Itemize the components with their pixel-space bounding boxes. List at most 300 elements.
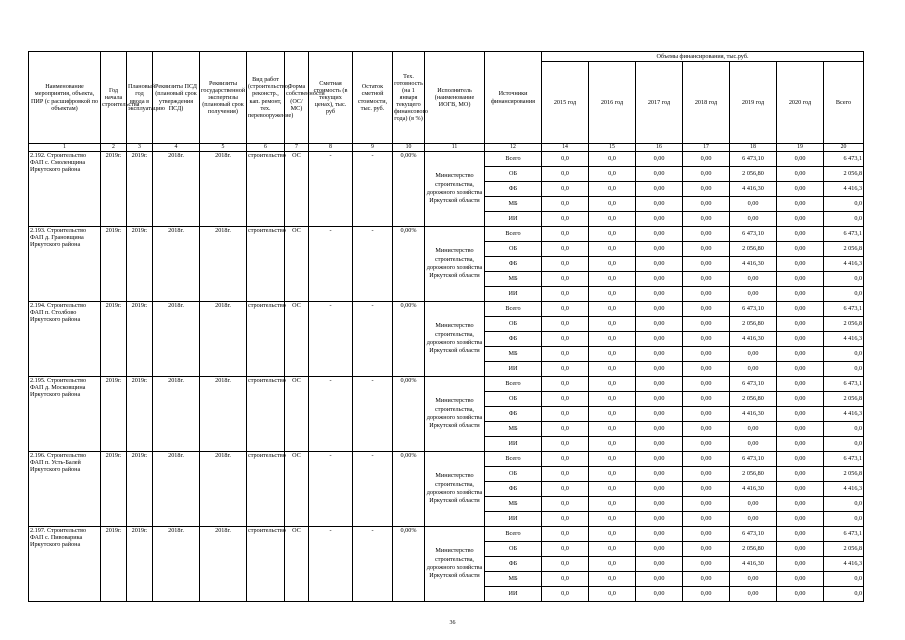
value-total: 6 473,1 bbox=[824, 227, 864, 242]
value-2018: 0,00 bbox=[683, 407, 730, 422]
readiness: 0,00% bbox=[393, 152, 425, 227]
col-number: 16 bbox=[636, 144, 683, 152]
value-2018: 0,00 bbox=[683, 332, 730, 347]
value-2018: 0,00 bbox=[683, 347, 730, 362]
col-number: 9 bbox=[353, 144, 393, 152]
value-2019: 0,00 bbox=[730, 287, 777, 302]
cost-remainder: - bbox=[353, 227, 393, 302]
value-total: 0,0 bbox=[824, 362, 864, 377]
work-type: строительство bbox=[247, 377, 285, 452]
value-2019: 4 416,30 bbox=[730, 182, 777, 197]
value-2019: 6 473,10 bbox=[730, 377, 777, 392]
value-2017: 0,00 bbox=[636, 242, 683, 257]
value-2017: 0,00 bbox=[636, 212, 683, 227]
value-2015: 0,0 bbox=[542, 332, 589, 347]
value-2020: 0,00 bbox=[777, 152, 824, 167]
value-2019: 0,00 bbox=[730, 572, 777, 587]
value-2018: 0,00 bbox=[683, 452, 730, 467]
value-2019: 2 056,80 bbox=[730, 392, 777, 407]
value-2015: 0,0 bbox=[542, 272, 589, 287]
value-2017: 0,00 bbox=[636, 407, 683, 422]
executor: Министерство строительства, дорожного хозяйства Иркутской области bbox=[425, 227, 485, 302]
work-type: строительство bbox=[247, 152, 285, 227]
value-2017: 0,00 bbox=[636, 452, 683, 467]
col-number: 18 bbox=[730, 144, 777, 152]
expertise-year: 2018г. bbox=[200, 152, 247, 227]
value-2018: 0,00 bbox=[683, 572, 730, 587]
value-2017: 0,00 bbox=[636, 437, 683, 452]
readiness: 0,00% bbox=[393, 527, 425, 602]
value-2016: 0,0 bbox=[589, 182, 636, 197]
header-cost-remainder: Остаток сметной стоимости, тыс. руб. bbox=[353, 52, 393, 144]
funding-source: ФБ bbox=[485, 182, 542, 197]
project-group bbox=[29, 377, 864, 452]
expertise-year: 2018г. bbox=[200, 527, 247, 602]
funding-source: Всего bbox=[485, 152, 542, 167]
value-2018: 0,00 bbox=[683, 167, 730, 182]
value-2018: 0,00 bbox=[683, 212, 730, 227]
value-2016: 0,0 bbox=[589, 257, 636, 272]
executor: Министерство строительства, дорожного хозяйства Иркутской области bbox=[425, 302, 485, 377]
value-2017: 0,00 bbox=[636, 572, 683, 587]
value-total: 0,0 bbox=[824, 197, 864, 212]
funding-source: Всего bbox=[485, 527, 542, 542]
value-total: 0,0 bbox=[824, 572, 864, 587]
value-2017: 0,00 bbox=[636, 392, 683, 407]
value-2019: 4 416,30 bbox=[730, 407, 777, 422]
psd-year: 2018г. bbox=[153, 377, 200, 452]
value-2017: 0,00 bbox=[636, 182, 683, 197]
col-number: 15 bbox=[589, 144, 636, 152]
value-2020: 0,00 bbox=[777, 407, 824, 422]
value-2016: 0,0 bbox=[589, 392, 636, 407]
cost-remainder: - bbox=[353, 152, 393, 227]
value-total: 2 056,8 bbox=[824, 242, 864, 257]
value-2018: 0,00 bbox=[683, 557, 730, 572]
value-total: 0,0 bbox=[824, 212, 864, 227]
funding-source: МБ bbox=[485, 197, 542, 212]
value-2017: 0,00 bbox=[636, 317, 683, 332]
value-2017: 0,00 bbox=[636, 482, 683, 497]
value-2020: 0,00 bbox=[777, 317, 824, 332]
funding-source: ОБ bbox=[485, 392, 542, 407]
funding-source: ФБ bbox=[485, 482, 542, 497]
col-number: 6 bbox=[247, 144, 285, 152]
value-2015: 0,0 bbox=[542, 167, 589, 182]
expertise-year: 2018г. bbox=[200, 377, 247, 452]
value-2016: 0,0 bbox=[589, 467, 636, 482]
value-total: 2 056,8 bbox=[824, 467, 864, 482]
psd-year: 2018г. bbox=[153, 452, 200, 527]
funding-source: ФБ bbox=[485, 257, 542, 272]
funding-row bbox=[29, 377, 864, 392]
value-2019: 2 056,80 bbox=[730, 542, 777, 557]
psd-year: 2018г. bbox=[153, 152, 200, 227]
estimated-cost: - bbox=[309, 527, 353, 602]
value-2020: 0,00 bbox=[777, 467, 824, 482]
value-2020: 0,00 bbox=[777, 452, 824, 467]
funding-source: ИИ bbox=[485, 287, 542, 302]
value-2018: 0,00 bbox=[683, 482, 730, 497]
value-2018: 0,00 bbox=[683, 527, 730, 542]
value-2015: 0,0 bbox=[542, 392, 589, 407]
estimated-cost: - bbox=[309, 452, 353, 527]
value-2015: 0,0 bbox=[542, 152, 589, 167]
value-total: 0,0 bbox=[824, 287, 864, 302]
value-2019: 0,00 bbox=[730, 437, 777, 452]
funding-source: ИИ bbox=[485, 362, 542, 377]
value-2017: 0,00 bbox=[636, 197, 683, 212]
value-2020: 0,00 bbox=[777, 332, 824, 347]
project-group bbox=[29, 452, 864, 527]
value-2017: 0,00 bbox=[636, 362, 683, 377]
value-total: 2 056,8 bbox=[824, 167, 864, 182]
value-2018: 0,00 bbox=[683, 152, 730, 167]
value-2015: 0,0 bbox=[542, 302, 589, 317]
value-2015: 0,0 bbox=[542, 407, 589, 422]
header-ownership: Форма собственности (ОС/МС) bbox=[285, 52, 309, 144]
col-number: 7 bbox=[285, 144, 309, 152]
ownership: ОС bbox=[285, 227, 309, 302]
header-executor: Исполнитель (наименование ИОГВ, МО) bbox=[425, 52, 485, 144]
funding-row bbox=[29, 527, 864, 542]
commission-year: 2019г. bbox=[127, 452, 153, 527]
commission-year: 2019г. bbox=[127, 377, 153, 452]
value-2017: 0,00 bbox=[636, 302, 683, 317]
header-year-2018: 2018 год bbox=[683, 62, 730, 144]
ownership: ОС bbox=[285, 302, 309, 377]
value-2019: 0,00 bbox=[730, 587, 777, 602]
value-2017: 0,00 bbox=[636, 557, 683, 572]
value-2015: 0,0 bbox=[542, 572, 589, 587]
value-2015: 0,0 bbox=[542, 242, 589, 257]
ownership: ОС bbox=[285, 377, 309, 452]
funding-source: МБ bbox=[485, 272, 542, 287]
value-2019: 6 473,10 bbox=[730, 152, 777, 167]
funding-source: ИИ bbox=[485, 212, 542, 227]
value-2018: 0,00 bbox=[683, 467, 730, 482]
value-2019: 6 473,10 bbox=[730, 227, 777, 242]
financing-table bbox=[28, 51, 864, 602]
cost-remainder: - bbox=[353, 302, 393, 377]
start-year: 2019г. bbox=[101, 377, 127, 452]
funding-source: Всего bbox=[485, 377, 542, 392]
funding-source: МБ bbox=[485, 422, 542, 437]
value-2017: 0,00 bbox=[636, 167, 683, 182]
funding-source: ОБ bbox=[485, 467, 542, 482]
value-2019: 0,00 bbox=[730, 362, 777, 377]
value-2016: 0,0 bbox=[589, 512, 636, 527]
value-2020: 0,00 bbox=[777, 272, 824, 287]
estimated-cost: - bbox=[309, 377, 353, 452]
value-2017: 0,00 bbox=[636, 257, 683, 272]
value-2019: 0,00 bbox=[730, 347, 777, 362]
header-year-2015: 2015 год bbox=[542, 62, 589, 144]
value-2015: 0,0 bbox=[542, 317, 589, 332]
value-total: 4 416,3 bbox=[824, 257, 864, 272]
value-2020: 0,00 bbox=[777, 377, 824, 392]
value-2016: 0,0 bbox=[589, 317, 636, 332]
header-year-2019: 2019 год bbox=[730, 62, 777, 144]
value-2018: 0,00 bbox=[683, 512, 730, 527]
value-2017: 0,00 bbox=[636, 512, 683, 527]
value-2017: 0,00 bbox=[636, 377, 683, 392]
work-type: строительство bbox=[247, 527, 285, 602]
project-name: 2.193. Строительство ФАП д. Грановщина Иркутского района bbox=[29, 227, 101, 302]
value-total: 0,0 bbox=[824, 422, 864, 437]
header-expertise: Реквизиты государственной экспертизы (плановый срок получения) bbox=[200, 52, 247, 144]
value-2016: 0,0 bbox=[589, 377, 636, 392]
project-name: 2.194. Строительство ФАП п. Столбово Иркутского района bbox=[29, 302, 101, 377]
col-number: 11 bbox=[425, 144, 485, 152]
header-total: Всего bbox=[824, 62, 864, 144]
value-2016: 0,0 bbox=[589, 557, 636, 572]
funding-source: Всего bbox=[485, 452, 542, 467]
value-2015: 0,0 bbox=[542, 452, 589, 467]
value-2018: 0,00 bbox=[683, 497, 730, 512]
value-2015: 0,0 bbox=[542, 227, 589, 242]
value-2015: 0,0 bbox=[542, 542, 589, 557]
value-2020: 0,00 bbox=[777, 362, 824, 377]
value-2020: 0,00 bbox=[777, 302, 824, 317]
funding-source: ОБ bbox=[485, 242, 542, 257]
value-2019: 0,00 bbox=[730, 197, 777, 212]
funding-source: ОБ bbox=[485, 317, 542, 332]
value-2017: 0,00 bbox=[636, 422, 683, 437]
value-2019: 4 416,30 bbox=[730, 557, 777, 572]
value-2015: 0,0 bbox=[542, 497, 589, 512]
value-2015: 0,0 bbox=[542, 182, 589, 197]
header-work-type: Вид работ (строительство, реконстр., кап. ремонт, тех. перевооружение) bbox=[247, 52, 285, 144]
value-total: 4 416,3 bbox=[824, 557, 864, 572]
funding-row bbox=[29, 452, 864, 467]
value-total: 0,0 bbox=[824, 272, 864, 287]
value-total: 6 473,1 bbox=[824, 152, 864, 167]
value-2016: 0,0 bbox=[589, 227, 636, 242]
value-2016: 0,0 bbox=[589, 272, 636, 287]
ownership: ОС bbox=[285, 452, 309, 527]
cost-remainder: - bbox=[353, 452, 393, 527]
value-total: 6 473,1 bbox=[824, 527, 864, 542]
value-2016: 0,0 bbox=[589, 497, 636, 512]
col-number: 3 bbox=[127, 144, 153, 152]
value-total: 6 473,1 bbox=[824, 377, 864, 392]
start-year: 2019г. bbox=[101, 527, 127, 602]
value-2017: 0,00 bbox=[636, 332, 683, 347]
funding-row bbox=[29, 302, 864, 317]
value-2016: 0,0 bbox=[589, 302, 636, 317]
value-2020: 0,00 bbox=[777, 197, 824, 212]
value-2019: 0,00 bbox=[730, 497, 777, 512]
value-2019: 4 416,30 bbox=[730, 482, 777, 497]
value-2015: 0,0 bbox=[542, 437, 589, 452]
value-2020: 0,00 bbox=[777, 437, 824, 452]
start-year: 2019г. bbox=[101, 452, 127, 527]
value-2018: 0,00 bbox=[683, 227, 730, 242]
value-2020: 0,00 bbox=[777, 587, 824, 602]
estimated-cost: - bbox=[309, 152, 353, 227]
value-2015: 0,0 bbox=[542, 467, 589, 482]
value-2018: 0,00 bbox=[683, 182, 730, 197]
col-number: 4 bbox=[153, 144, 200, 152]
start-year: 2019г. bbox=[101, 152, 127, 227]
value-2020: 0,00 bbox=[777, 557, 824, 572]
header-psd: Реквизиты ПСД (плановый срок утверждения ПСД) bbox=[153, 52, 200, 144]
psd-year: 2018г. bbox=[153, 527, 200, 602]
commission-year: 2019г. bbox=[127, 527, 153, 602]
expertise-year: 2018г. bbox=[200, 227, 247, 302]
estimated-cost: - bbox=[309, 302, 353, 377]
funding-source: МБ bbox=[485, 497, 542, 512]
value-2015: 0,0 bbox=[542, 347, 589, 362]
col-number: 12 bbox=[485, 144, 542, 152]
value-2017: 0,00 bbox=[636, 542, 683, 557]
col-number: 1 bbox=[29, 144, 101, 152]
value-2019: 0,00 bbox=[730, 512, 777, 527]
funding-source: ОБ bbox=[485, 167, 542, 182]
value-total: 0,0 bbox=[824, 347, 864, 362]
value-2020: 0,00 bbox=[777, 227, 824, 242]
value-2015: 0,0 bbox=[542, 212, 589, 227]
value-2020: 0,00 bbox=[777, 542, 824, 557]
value-2017: 0,00 bbox=[636, 497, 683, 512]
ownership: ОС bbox=[285, 527, 309, 602]
value-2019: 4 416,30 bbox=[730, 332, 777, 347]
header-sources: Источники финансирования bbox=[485, 52, 542, 144]
project-name: 2.197. Строительство ФАП с. Пивоварика Иркутского района bbox=[29, 527, 101, 602]
value-2019: 2 056,80 bbox=[730, 467, 777, 482]
column-number-row bbox=[29, 144, 864, 152]
header-year-2017: 2017 год bbox=[636, 62, 683, 144]
value-2016: 0,0 bbox=[589, 152, 636, 167]
value-2019: 0,00 bbox=[730, 422, 777, 437]
value-total: 6 473,1 bbox=[824, 452, 864, 467]
value-2015: 0,0 bbox=[542, 377, 589, 392]
col-number: 20 bbox=[824, 144, 864, 152]
value-2020: 0,00 bbox=[777, 422, 824, 437]
value-total: 0,0 bbox=[824, 512, 864, 527]
value-2019: 4 416,30 bbox=[730, 257, 777, 272]
project-name: 2.192. Строительство ФАП с. Смоленщина Иркутского района bbox=[29, 152, 101, 227]
funding-row bbox=[29, 152, 864, 167]
value-2018: 0,00 bbox=[683, 257, 730, 272]
value-2018: 0,00 bbox=[683, 302, 730, 317]
col-number: 17 bbox=[683, 144, 730, 152]
project-group bbox=[29, 227, 864, 302]
value-2015: 0,0 bbox=[542, 482, 589, 497]
value-2016: 0,0 bbox=[589, 587, 636, 602]
readiness: 0,00% bbox=[393, 302, 425, 377]
value-2017: 0,00 bbox=[636, 152, 683, 167]
commission-year: 2019г. bbox=[127, 227, 153, 302]
value-2020: 0,00 bbox=[777, 497, 824, 512]
funding-source: ФБ bbox=[485, 557, 542, 572]
value-2016: 0,0 bbox=[589, 422, 636, 437]
funding-source: Всего bbox=[485, 227, 542, 242]
value-2016: 0,0 bbox=[589, 542, 636, 557]
executor: Министерство строительства, дорожного хозяйства Иркутской области bbox=[425, 527, 485, 602]
value-total: 0,0 bbox=[824, 437, 864, 452]
funding-source: ИИ bbox=[485, 587, 542, 602]
value-2016: 0,0 bbox=[589, 527, 636, 542]
value-2015: 0,0 bbox=[542, 257, 589, 272]
funding-source: МБ bbox=[485, 572, 542, 587]
value-2015: 0,0 bbox=[542, 512, 589, 527]
value-2020: 0,00 bbox=[777, 212, 824, 227]
header-start-year: Год начала строительства bbox=[101, 52, 127, 144]
value-2020: 0,00 bbox=[777, 242, 824, 257]
value-2020: 0,00 bbox=[777, 572, 824, 587]
value-total: 2 056,8 bbox=[824, 392, 864, 407]
value-2019: 2 056,80 bbox=[730, 167, 777, 182]
value-2018: 0,00 bbox=[683, 242, 730, 257]
value-2016: 0,0 bbox=[589, 167, 636, 182]
value-2018: 0,00 bbox=[683, 362, 730, 377]
value-2017: 0,00 bbox=[636, 347, 683, 362]
value-2020: 0,00 bbox=[777, 287, 824, 302]
value-2019: 6 473,10 bbox=[730, 302, 777, 317]
value-2015: 0,0 bbox=[542, 362, 589, 377]
funding-row bbox=[29, 227, 864, 242]
header-readiness: Тех. готовность (на 1 января текущего финансового года) (в %) bbox=[393, 52, 425, 144]
value-2015: 0,0 bbox=[542, 557, 589, 572]
value-total: 4 416,3 bbox=[824, 182, 864, 197]
value-2016: 0,0 bbox=[589, 212, 636, 227]
readiness: 0,00% bbox=[393, 452, 425, 527]
start-year: 2019г. bbox=[101, 302, 127, 377]
value-2019: 0,00 bbox=[730, 212, 777, 227]
value-2016: 0,0 bbox=[589, 287, 636, 302]
value-2018: 0,00 bbox=[683, 197, 730, 212]
value-2017: 0,00 bbox=[636, 287, 683, 302]
value-2016: 0,0 bbox=[589, 362, 636, 377]
value-2019: 0,00 bbox=[730, 272, 777, 287]
value-2020: 0,00 bbox=[777, 527, 824, 542]
funding-source: ФБ bbox=[485, 332, 542, 347]
psd-year: 2018г. bbox=[153, 227, 200, 302]
value-2018: 0,00 bbox=[683, 392, 730, 407]
value-2018: 0,00 bbox=[683, 377, 730, 392]
value-2017: 0,00 bbox=[636, 587, 683, 602]
value-2016: 0,0 bbox=[589, 452, 636, 467]
value-2016: 0,0 bbox=[589, 332, 636, 347]
col-number: 10 bbox=[393, 144, 425, 152]
value-2020: 0,00 bbox=[777, 347, 824, 362]
value-2020: 0,00 bbox=[777, 167, 824, 182]
value-2020: 0,00 bbox=[777, 482, 824, 497]
project-group bbox=[29, 527, 864, 602]
col-number: 14 bbox=[542, 144, 589, 152]
header-year-2016: 2016 год bbox=[589, 62, 636, 144]
value-2019: 2 056,80 bbox=[730, 242, 777, 257]
executor: Министерство строительства, дорожного хозяйства Иркутской области bbox=[425, 452, 485, 527]
value-2020: 0,00 bbox=[777, 257, 824, 272]
value-2018: 0,00 bbox=[683, 272, 730, 287]
value-2015: 0,0 bbox=[542, 587, 589, 602]
value-2015: 0,0 bbox=[542, 197, 589, 212]
funding-source: Всего bbox=[485, 302, 542, 317]
start-year: 2019г. bbox=[101, 227, 127, 302]
value-2019: 6 473,10 bbox=[730, 452, 777, 467]
value-2015: 0,0 bbox=[542, 422, 589, 437]
col-number: 2 bbox=[101, 144, 127, 152]
value-2018: 0,00 bbox=[683, 542, 730, 557]
value-2018: 0,00 bbox=[683, 317, 730, 332]
funding-source: ОБ bbox=[485, 542, 542, 557]
value-2019: 6 473,10 bbox=[730, 527, 777, 542]
value-2020: 0,00 bbox=[777, 512, 824, 527]
expertise-year: 2018г. bbox=[200, 452, 247, 527]
